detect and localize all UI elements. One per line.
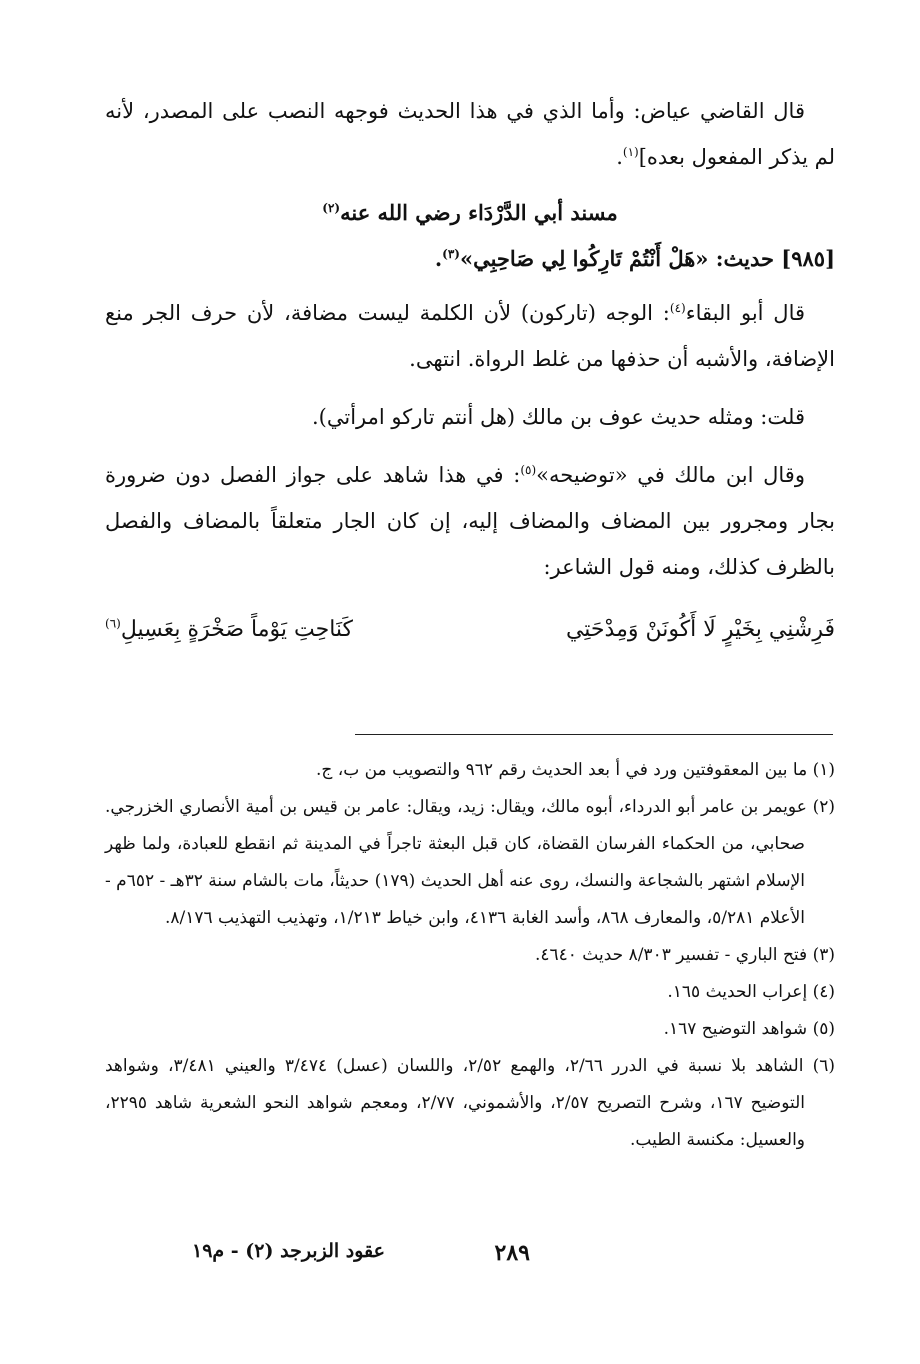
paragraph-ibn-malik <box>105 452 835 590</box>
footnote-divider <box>355 734 833 735</box>
paragraph-awf: قلت: ومثله حديث عوف بن مالك (هل أنتم تاركو امرأتي). <box>311 405 805 429</box>
paragraph-abu-baqa-a: قال أبو البقاء <box>685 301 805 325</box>
footnote-ref-5: (٥) <box>520 463 537 477</box>
paragraph-ibn-malik-a: وقال ابن مالك في «توضيحه» <box>536 463 805 487</box>
verse-first-hemistich: فَرِشْنِي بِخَيْرٍ لَا أَكُونَنْ وَمِدْحَتِي <box>565 617 835 642</box>
footnote-2: (٢) عويمر بن عامر أبو الدرداء، أبوه مالك، ويقال: زيد، ويقال: عامر بن قيس بن أمية الأنصاري الخزرجي. صحابي، من الحكماء الفرسان القضاة، كان قبل البعثة تاجراً في المدينة ثم انقطع للعبادة، ولما ظهر الإسلام اشتهر بالشجاعة والنسك، روى عنه أهل الحديث (١٧٩) حديثاً، مات بالشام سنة ٣٢هـ - ٦٥٢م - الأعلام ٥/٢٨١، والمعارف ٨٦٨، وأسد الغابة ٤١٣٦، وابن خياط ١/٢١٣، وتهذيب التهذيب ٨/١٧٦. <box>105 797 835 928</box>
section-heading <box>105 190 835 236</box>
verse-second-hemistich: كَنَاحِتِ يَوْماً صَخْرَةٍ بِعَسِيلِ <box>120 617 354 642</box>
paragraph-iyad-end: . <box>616 145 623 169</box>
paragraph-iyad <box>105 88 835 180</box>
book-title: عقود الزبرجد (٢) - م١٩ <box>191 1240 385 1262</box>
footnote-1: (١) ما بين المعقوفتين ورد في أ بعد الحديث رقم ٩٦٢ والتصويب من ب، ج. <box>315 760 835 780</box>
paragraph-abu-baqa <box>105 290 835 382</box>
footnotes <box>105 752 835 1159</box>
paragraph-iyad-text: قال القاضي عياض: وأما الذي في هذا الحديث فوجهه النصب على المصدر، لأنه لم يذكر المفعول بعده] <box>105 99 835 169</box>
footnote-ref-6: (٦) <box>105 616 121 631</box>
hadith-line <box>105 236 835 282</box>
footnote-4: (٤) إعراب الحديث ١٦٥. <box>667 982 835 1002</box>
footnote-6: (٦) الشاهد بلا نسبة في الدرر ٢/٦٦، والهمع ٢/٥٢، واللسان (عسل) ٣/٤٧٤ والعيني ٣/٤٨١، وشواهد التوضيح ١٦٧، وشرح التصريح ٢/٥٧، والأشموني، ٢/٧٧، ومعجم شواهد النحو الشعرية شاهد ٢٢٩٥، والعسيل: مكنسة الطيب. <box>105 1056 835 1150</box>
page-body <box>105 88 835 658</box>
page-footer <box>105 1240 835 1280</box>
section-heading-text: مسند أبي الدَّرْدَاء رضي الله عنه <box>340 200 618 225</box>
verse-second-hemistich-wrap <box>105 602 353 658</box>
footnote-5: (٥) شواهد التوضيح ١٦٧. <box>663 1019 835 1039</box>
footnote-ref-2: (٢) <box>322 201 341 215</box>
hadith-end: . <box>434 246 443 271</box>
footnote-ref-3: (٣) <box>442 247 460 261</box>
footnote-3: (٣) فتح الباري - تفسير ٨/٣٠٣ حديث ٤٦٤٠. <box>534 945 835 965</box>
paragraph-abu-baqa-b: : الوجه (تاركون) لأن الكلمة ليست مضافة، لأن حرف الجر منع الإضافة، والأشبه أن حذفها من غلط الرواة. انتهى. <box>105 301 835 371</box>
poetry-verse <box>105 602 835 658</box>
footnote-ref-4: (٤) <box>669 301 686 315</box>
paragraph-ibn-malik-b: : في هذا شاهد على جواز الفصل دون ضرورة بجار ومجرور بين المضاف والمضاف إليه، إن كان الجار متعلقاً بالمضاف والفصل بالظرف كذلك، ومنه قول الشاعر: <box>105 463 835 579</box>
footnote-ref-1: (١) <box>622 145 639 159</box>
hadith-number: [٩٨٥] حديث: <box>715 246 835 271</box>
page-number: ٢٨٩ <box>494 1240 530 1266</box>
hadith-text: «هَلْ أَنْتُمْ تَارِكُوا لِي صَاحِبِي» <box>459 246 709 271</box>
